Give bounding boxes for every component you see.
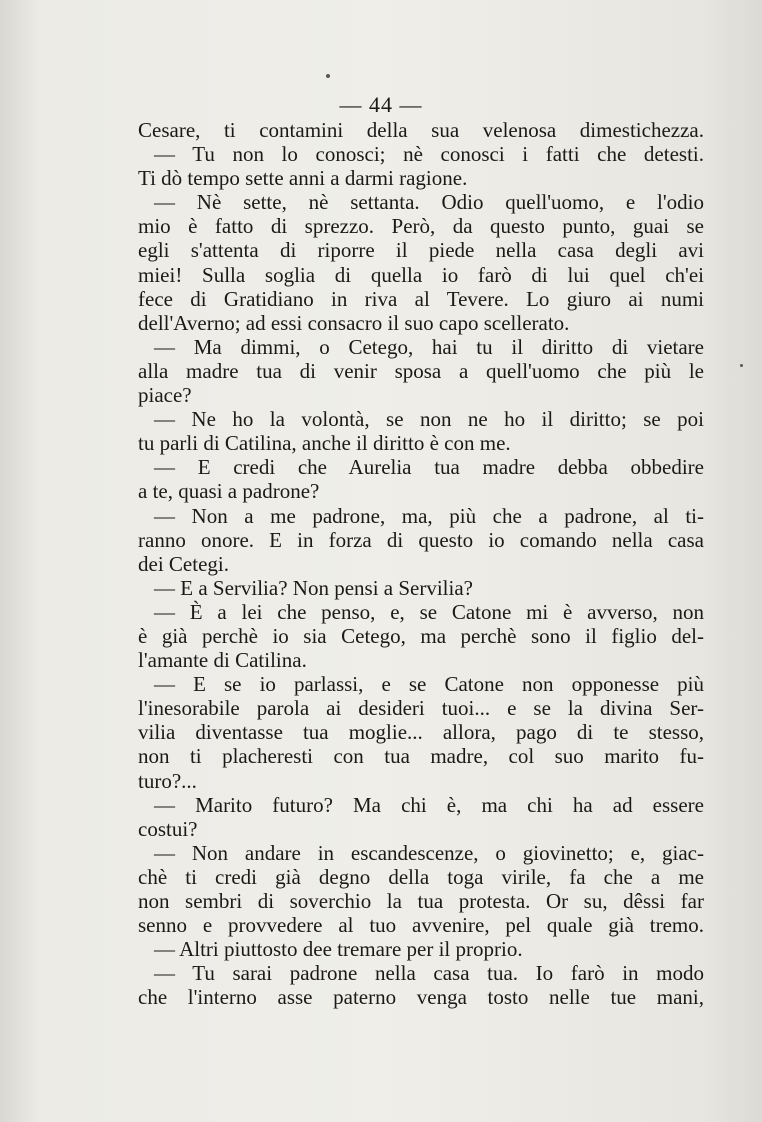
text-line: fece di Gratidiano in riva al Tevere. Lo giuro ai numi <box>138 286 704 311</box>
text-line: a te, quasi a padrone? <box>138 479 320 504</box>
text-line: — Tu non lo conosci; nè conosci i fatti che detesti. <box>154 142 704 167</box>
text-line: alla madre tua di venir sposa a quell'uomo che più le <box>138 358 704 383</box>
text-line: turo?... <box>138 768 197 793</box>
text-line: miei! Sulla soglia di quella io farò di lui quel ch'ei <box>138 262 704 287</box>
text-line: — Ne ho la volontà, se non ne ho il diritto; se poi <box>154 407 704 432</box>
ink-speck <box>740 364 743 367</box>
text-line: — Altri piuttosto dee tremare per il proprio. <box>154 937 523 962</box>
text-line: — Marito futuro? Ma chi è, ma chi ha ad essere <box>154 792 704 817</box>
text-line: egli s'attenta di riporre il piede nella casa degli avi <box>138 238 704 263</box>
text-line: ranno onore. E in forza di questo io comando nella casa <box>138 527 704 552</box>
text-line: Cesare, ti contamini della sua velenosa dimestichezza. <box>138 118 704 142</box>
text-line: mio è fatto di sprezzo. Però, da questo punto, guai se <box>138 214 704 239</box>
text-line: tu parli di Catilina, anche il diritto è con me. <box>138 431 511 456</box>
text-line: costui? <box>138 816 198 841</box>
text-line: dell'Averno; ad essi consacro il suo capo scellerato. <box>138 310 570 335</box>
text-line: è già perchè io sia Cetego, ma perchè sono il figlio del- <box>138 623 704 648</box>
text-line: non ti placheresti con tua madre, col suo marito fu- <box>138 744 704 769</box>
text-line: chè ti credi già degno della toga virile, fa che a me <box>138 864 704 889</box>
page-number: — 44 — <box>339 92 423 117</box>
text-line: piace? <box>138 383 192 408</box>
text-line: — Nè sette, nè settanta. Odio quell'uomo, e l'odio <box>154 190 704 215</box>
text-line: — Non andare in escandescenze, o giovinetto; e, giac- <box>154 840 704 865</box>
text-line: — È a lei che penso, e, se Catone mi è avverso, non <box>154 599 704 624</box>
text-line: l'inesorabile parola ai desideri tuoi... e se la divina Ser- <box>138 696 704 721</box>
text-line: senno e provvedere al tuo avvenire, pel quale già tremo. <box>138 913 704 938</box>
text-line: Ti dò tempo sette anni a darmi ragione. <box>138 166 468 191</box>
text-line: l'amante di Catilina. <box>138 648 307 673</box>
text-line: non sembri di soverchio la tua protesta. Or su, dêssi far <box>138 889 704 913</box>
ink-speck <box>326 74 330 78</box>
text-line: che l'interno asse paterno venga tosto nelle tue mani, <box>138 985 704 1010</box>
text-line: — Tu sarai padrone nella casa tua. Io farò in modo <box>154 961 704 986</box>
text-line: — Ma dimmi, o Cetego, hai tu il diritto di vietare <box>154 334 704 359</box>
text-line: — E a Servilia? Non pensi a Servilia? <box>154 575 473 600</box>
text-line: — Non a me padrone, ma, più che a padrone, al ti- <box>154 503 704 528</box>
text-line: — E credi che Aurelia tua madre debba obbedire <box>154 455 704 480</box>
text-line: vilia diventasse tua moglie... allora, pago di te stesso, <box>138 720 704 745</box>
text-line: — E se io parlassi, e se Catone non opponesse più <box>154 672 704 697</box>
body-text <box>138 118 704 1009</box>
text-line: dei Cetegi. <box>138 551 229 576</box>
